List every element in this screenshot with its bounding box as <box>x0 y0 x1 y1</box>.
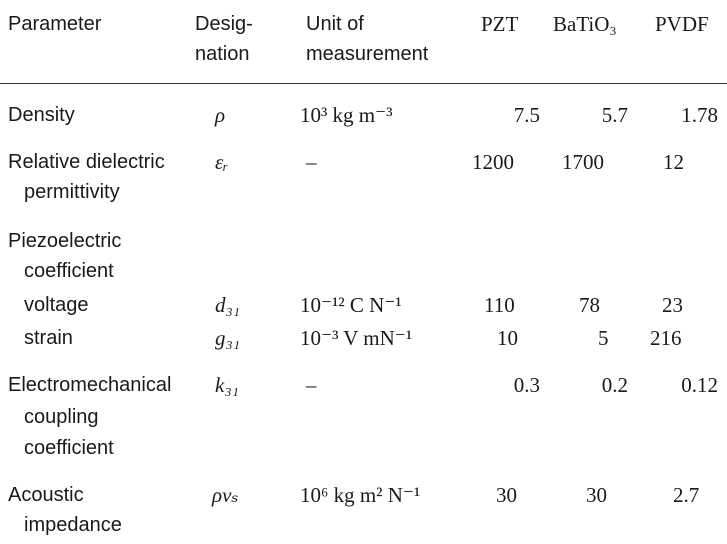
row-impedance-symbol: ρvₛ <box>212 483 239 507</box>
row-voltage-symbol: d₃₁ <box>215 293 241 317</box>
row-density-parameter: Density <box>8 104 75 126</box>
header-parameter: Parameter <box>8 13 102 35</box>
row-density-symbol: ρ <box>215 103 226 127</box>
row-coupling-unit: – <box>306 373 317 397</box>
row-impedance-unit: 10⁶ kg m² N⁻¹ <box>300 483 421 507</box>
row-strain-symbol: g₃₁ <box>215 326 241 350</box>
row-voltage-pzt: 110 <box>484 293 515 317</box>
row-density-batio3: 5.7 <box>601 103 628 127</box>
header-unit-line2: measurement <box>306 43 429 65</box>
row-impedance-pzt: 30 <box>496 483 517 507</box>
row-permittivity-parameter-line2: permittivity <box>24 181 120 203</box>
row-strain-batio3: 5 <box>598 326 609 350</box>
row-density-pzt: 7.5 <box>513 103 540 127</box>
row-strain-parameter: strain <box>24 327 73 349</box>
row-impedance-parameter-line2: impedance <box>24 514 122 536</box>
row-voltage-batio3: 78 <box>579 293 600 317</box>
row-permittivity-pvdf: 12 <box>663 150 684 174</box>
row-permittivity-pzt: 1200 <box>472 150 514 174</box>
row-voltage-unit: 10⁻¹² C N⁻¹ <box>300 293 402 317</box>
row-permittivity-parameter-line1: Relative dielectric <box>8 151 165 173</box>
row-impedance-pvdf: 2.7 <box>673 483 700 507</box>
row-density-unit: 10³ kg m⁻³ <box>300 103 393 127</box>
row-coupling-symbol: k₃₁ <box>215 373 239 397</box>
row-strain-pzt: 10 <box>497 326 518 350</box>
row-impedance-parameter-line1: Acoustic <box>8 484 84 506</box>
row-piezo-parameter-line1: Piezoelectric <box>8 230 122 252</box>
header-pzt: PZT <box>481 12 519 36</box>
row-strain-unit: 10⁻³ V mN⁻¹ <box>300 326 413 350</box>
row-voltage-pvdf: 23 <box>662 293 683 317</box>
header-designation-line2: nation <box>195 43 250 65</box>
row-permittivity-unit: – <box>306 150 317 174</box>
header-pvdf: PVDF <box>655 12 709 36</box>
header-designation-line1: Desig- <box>195 13 253 35</box>
row-voltage-parameter: voltage <box>24 294 89 316</box>
row-coupling-parameter-line3: coefficient <box>24 437 114 459</box>
row-density-pvdf: 1.78 <box>681 103 718 127</box>
row-coupling-parameter-line2: coupling <box>24 406 99 428</box>
row-strain-pvdf: 216 <box>650 326 682 350</box>
row-coupling-parameter-line1: Electromechanical <box>8 374 172 396</box>
header-unit-line1: Unit of <box>306 13 364 35</box>
row-coupling-pzt: 0.3 <box>513 373 540 397</box>
header-rule <box>0 83 727 84</box>
header-batio3: BaTiO₃ <box>553 12 617 36</box>
row-permittivity-batio3: 1700 <box>562 150 604 174</box>
row-impedance-batio3: 30 <box>586 483 607 507</box>
row-coupling-pvdf: 0.12 <box>681 373 718 397</box>
row-piezo-parameter-line2: coefficient <box>24 260 114 282</box>
row-coupling-batio3: 0.2 <box>601 373 628 397</box>
row-permittivity-symbol: εᵣ <box>215 150 229 174</box>
